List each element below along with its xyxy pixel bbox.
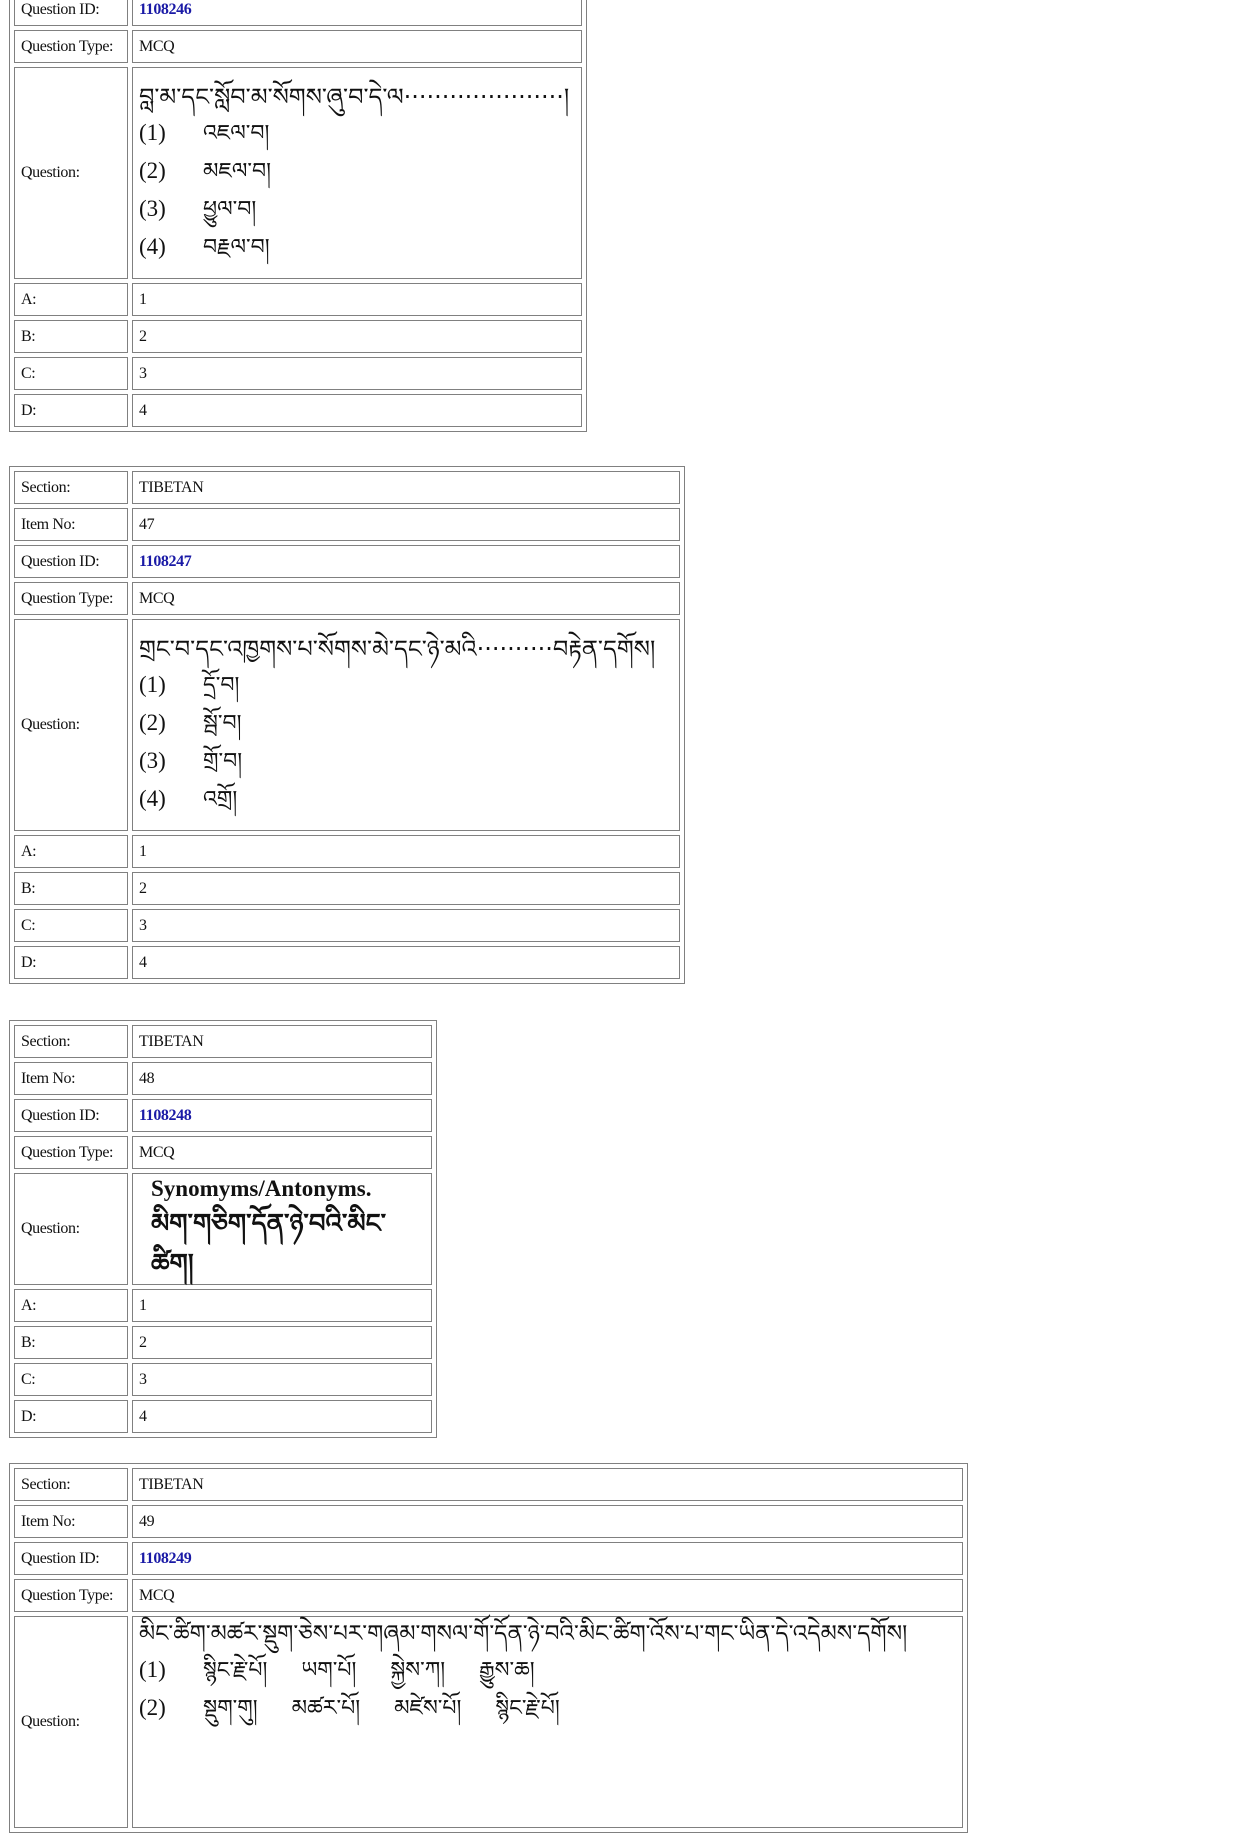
question-id-row xyxy=(14,0,582,26)
option-line xyxy=(139,228,576,266)
question-id-row xyxy=(14,1542,963,1575)
option-text: མཇལ་བ། xyxy=(203,159,272,184)
question-type-label: Question Type: xyxy=(14,1579,128,1612)
question-content xyxy=(132,619,680,831)
question-type-value: MCQ xyxy=(132,30,582,63)
question-text: བླ་མ་དང་སློབ་མ་སོགས་ཞུ་བ་དེ་ལ·····················། xyxy=(139,83,570,111)
question-card-48 xyxy=(9,1020,437,1438)
question-type-label: Question Type: xyxy=(14,582,128,615)
option-value: སྙིང་རྗེ་པོ། xyxy=(495,1696,560,1721)
item-no-value: 47 xyxy=(132,508,680,541)
question-title: Synomyms/Antonyms. xyxy=(151,1176,372,1201)
option-text: འགྲོ། xyxy=(203,787,238,812)
answer-c-label: C: xyxy=(14,357,128,390)
option-text: བརྗལ་བ། xyxy=(203,235,270,260)
question-content xyxy=(132,67,582,279)
answer-a-label: A: xyxy=(14,835,128,868)
answer-c-label: C: xyxy=(14,909,128,942)
answer-c-value: 3 xyxy=(132,1363,432,1396)
question-type-row xyxy=(14,30,582,63)
answer-c-label: C: xyxy=(14,1363,128,1396)
option-number: (2) xyxy=(139,710,166,735)
answer-a-value: 1 xyxy=(132,835,680,868)
section-row xyxy=(14,1025,432,1058)
option-text: འཇལ་བ། xyxy=(203,121,270,146)
option-number: (3) xyxy=(139,196,166,221)
option-line xyxy=(139,780,674,818)
question-label: Question: xyxy=(14,1616,128,1828)
question-type-label: Question Type: xyxy=(14,1136,128,1169)
answer-b-value: 2 xyxy=(132,1326,432,1359)
option-line xyxy=(139,152,576,190)
option-line xyxy=(139,190,576,228)
item-no-row xyxy=(14,1505,963,1538)
item-no-label: Item No: xyxy=(14,508,128,541)
section-value: TIBETAN xyxy=(132,1468,963,1501)
section-value: TIBETAN xyxy=(132,471,680,504)
item-no-row xyxy=(14,508,680,541)
option-number: (1) xyxy=(139,672,166,697)
answer-row-a xyxy=(14,835,680,868)
answer-d-value: 4 xyxy=(132,394,582,427)
question-type-row xyxy=(14,582,680,615)
question-row xyxy=(14,1173,432,1285)
option-text: སྦོ་བ། xyxy=(203,711,242,736)
question-type-row xyxy=(14,1579,963,1612)
option-value: སྙིང་རྗེ་པོ། xyxy=(203,1658,268,1683)
section-row xyxy=(14,1468,963,1501)
question-row xyxy=(14,67,582,279)
item-no-value: 48 xyxy=(132,1062,432,1095)
option-value: ཡག་པོ། xyxy=(301,1658,357,1683)
question-type-row xyxy=(14,1136,432,1169)
question-content xyxy=(132,1173,432,1285)
option-value: སྡུག་གུ། xyxy=(203,1696,258,1721)
question-id-label: Question ID: xyxy=(14,0,128,26)
option-text: ཕྱུལ་བ། xyxy=(203,197,257,222)
answer-d-value: 4 xyxy=(132,1400,432,1433)
answer-row-c xyxy=(14,1363,432,1396)
option-line xyxy=(139,666,674,704)
option-text: དྲོ་བ། xyxy=(203,673,240,698)
question-id-row xyxy=(14,1099,432,1132)
answer-d-label: D: xyxy=(14,946,128,979)
question-type-value: MCQ xyxy=(132,1579,963,1612)
answer-c-value: 3 xyxy=(132,909,680,942)
question-label: Question: xyxy=(14,619,128,831)
question-id-value: 1108249 xyxy=(132,1542,963,1575)
option-value: རྒྱུས་ཆ། xyxy=(479,1658,535,1683)
answer-d-value: 4 xyxy=(132,946,680,979)
question-id-row xyxy=(14,545,680,578)
section-row xyxy=(14,471,680,504)
answer-b-value: 2 xyxy=(132,320,582,353)
option-number: (2) xyxy=(139,1695,166,1720)
answer-row-d xyxy=(14,946,680,979)
question-type-label: Question Type: xyxy=(14,30,128,63)
option-value: མཛེས་པོ། xyxy=(394,1696,462,1721)
section-label: Section: xyxy=(14,471,128,504)
question-text: མིང་ཚིག་མཚར་སྡུག་ཅེས་པར་གཞམ་གསལ་གོ་དོན་ཉེ་བའི་མིང་ཚིག་འོས་པ་གང་ཡིན་དེ་འདེམས་དགོས། xyxy=(139,1621,908,1647)
question-row xyxy=(14,619,680,831)
question-id-label: Question ID: xyxy=(14,1542,128,1575)
answer-b-value: 2 xyxy=(132,872,680,905)
option-value: མཚར་པོ། xyxy=(291,1696,361,1721)
answer-row-b xyxy=(14,872,680,905)
answer-row-a xyxy=(14,1289,432,1322)
question-id-value: 1108246 xyxy=(132,0,582,26)
answer-row-d xyxy=(14,394,582,427)
option-number: (4) xyxy=(139,234,166,259)
answer-c-value: 3 xyxy=(132,357,582,390)
section-label: Section: xyxy=(14,1468,128,1501)
answer-b-label: B: xyxy=(14,320,128,353)
question-type-value: MCQ xyxy=(132,582,680,615)
answer-d-label: D: xyxy=(14,1400,128,1433)
answer-b-label: B: xyxy=(14,872,128,905)
option-line xyxy=(139,1689,957,1727)
option-number: (3) xyxy=(139,748,166,773)
option-number: (2) xyxy=(139,158,166,183)
answer-d-label: D: xyxy=(14,394,128,427)
option-number: (1) xyxy=(139,120,166,145)
answer-a-label: A: xyxy=(14,1289,128,1322)
question-label: Question: xyxy=(14,1173,128,1285)
option-number: (4) xyxy=(139,786,166,811)
question-card-49 xyxy=(9,1463,968,1833)
option-line xyxy=(139,114,576,152)
section-value: TIBETAN xyxy=(132,1025,432,1058)
item-no-value: 49 xyxy=(132,1505,963,1538)
answer-row-d xyxy=(14,1400,432,1433)
option-value: སྐྱེས་ཀ། xyxy=(390,1658,446,1683)
answer-row-b xyxy=(14,320,582,353)
question-label: Question: xyxy=(14,67,128,279)
item-no-label: Item No: xyxy=(14,1505,128,1538)
answer-row-b xyxy=(14,1326,432,1359)
item-no-label: Item No: xyxy=(14,1062,128,1095)
question-id-value: 1108248 xyxy=(132,1099,432,1132)
answer-a-value: 1 xyxy=(132,1289,432,1322)
question-type-value: MCQ xyxy=(132,1136,432,1169)
option-number: (1) xyxy=(139,1657,166,1682)
option-text: གྲོ་བ། xyxy=(203,749,243,774)
question-row xyxy=(14,1616,963,1828)
item-no-row xyxy=(14,1062,432,1095)
answer-row-a xyxy=(14,283,582,316)
question-subtitle: མིག་གཅིག་དོན་ཉེ་བའི་མིང་ཚིག། xyxy=(151,1209,387,1279)
option-line xyxy=(139,1651,957,1689)
answer-row-c xyxy=(14,357,582,390)
answer-a-value: 1 xyxy=(132,283,582,316)
question-text: གྲང་བ་དང་འཁྱགས་པ་སོགས་མེ་དང་ཉེ་མའི··········བརྟེན་དགོས། xyxy=(139,635,656,663)
answer-a-label: A: xyxy=(14,283,128,316)
question-card-46 xyxy=(9,0,587,432)
answer-row-c xyxy=(14,909,680,942)
question-card-47 xyxy=(9,466,685,984)
question-id-value: 1108247 xyxy=(132,545,680,578)
section-label: Section: xyxy=(14,1025,128,1058)
question-id-label: Question ID: xyxy=(14,1099,128,1132)
option-line xyxy=(139,742,674,780)
answer-b-label: B: xyxy=(14,1326,128,1359)
question-content xyxy=(132,1616,963,1828)
option-line xyxy=(139,704,674,742)
question-id-label: Question ID: xyxy=(14,545,128,578)
